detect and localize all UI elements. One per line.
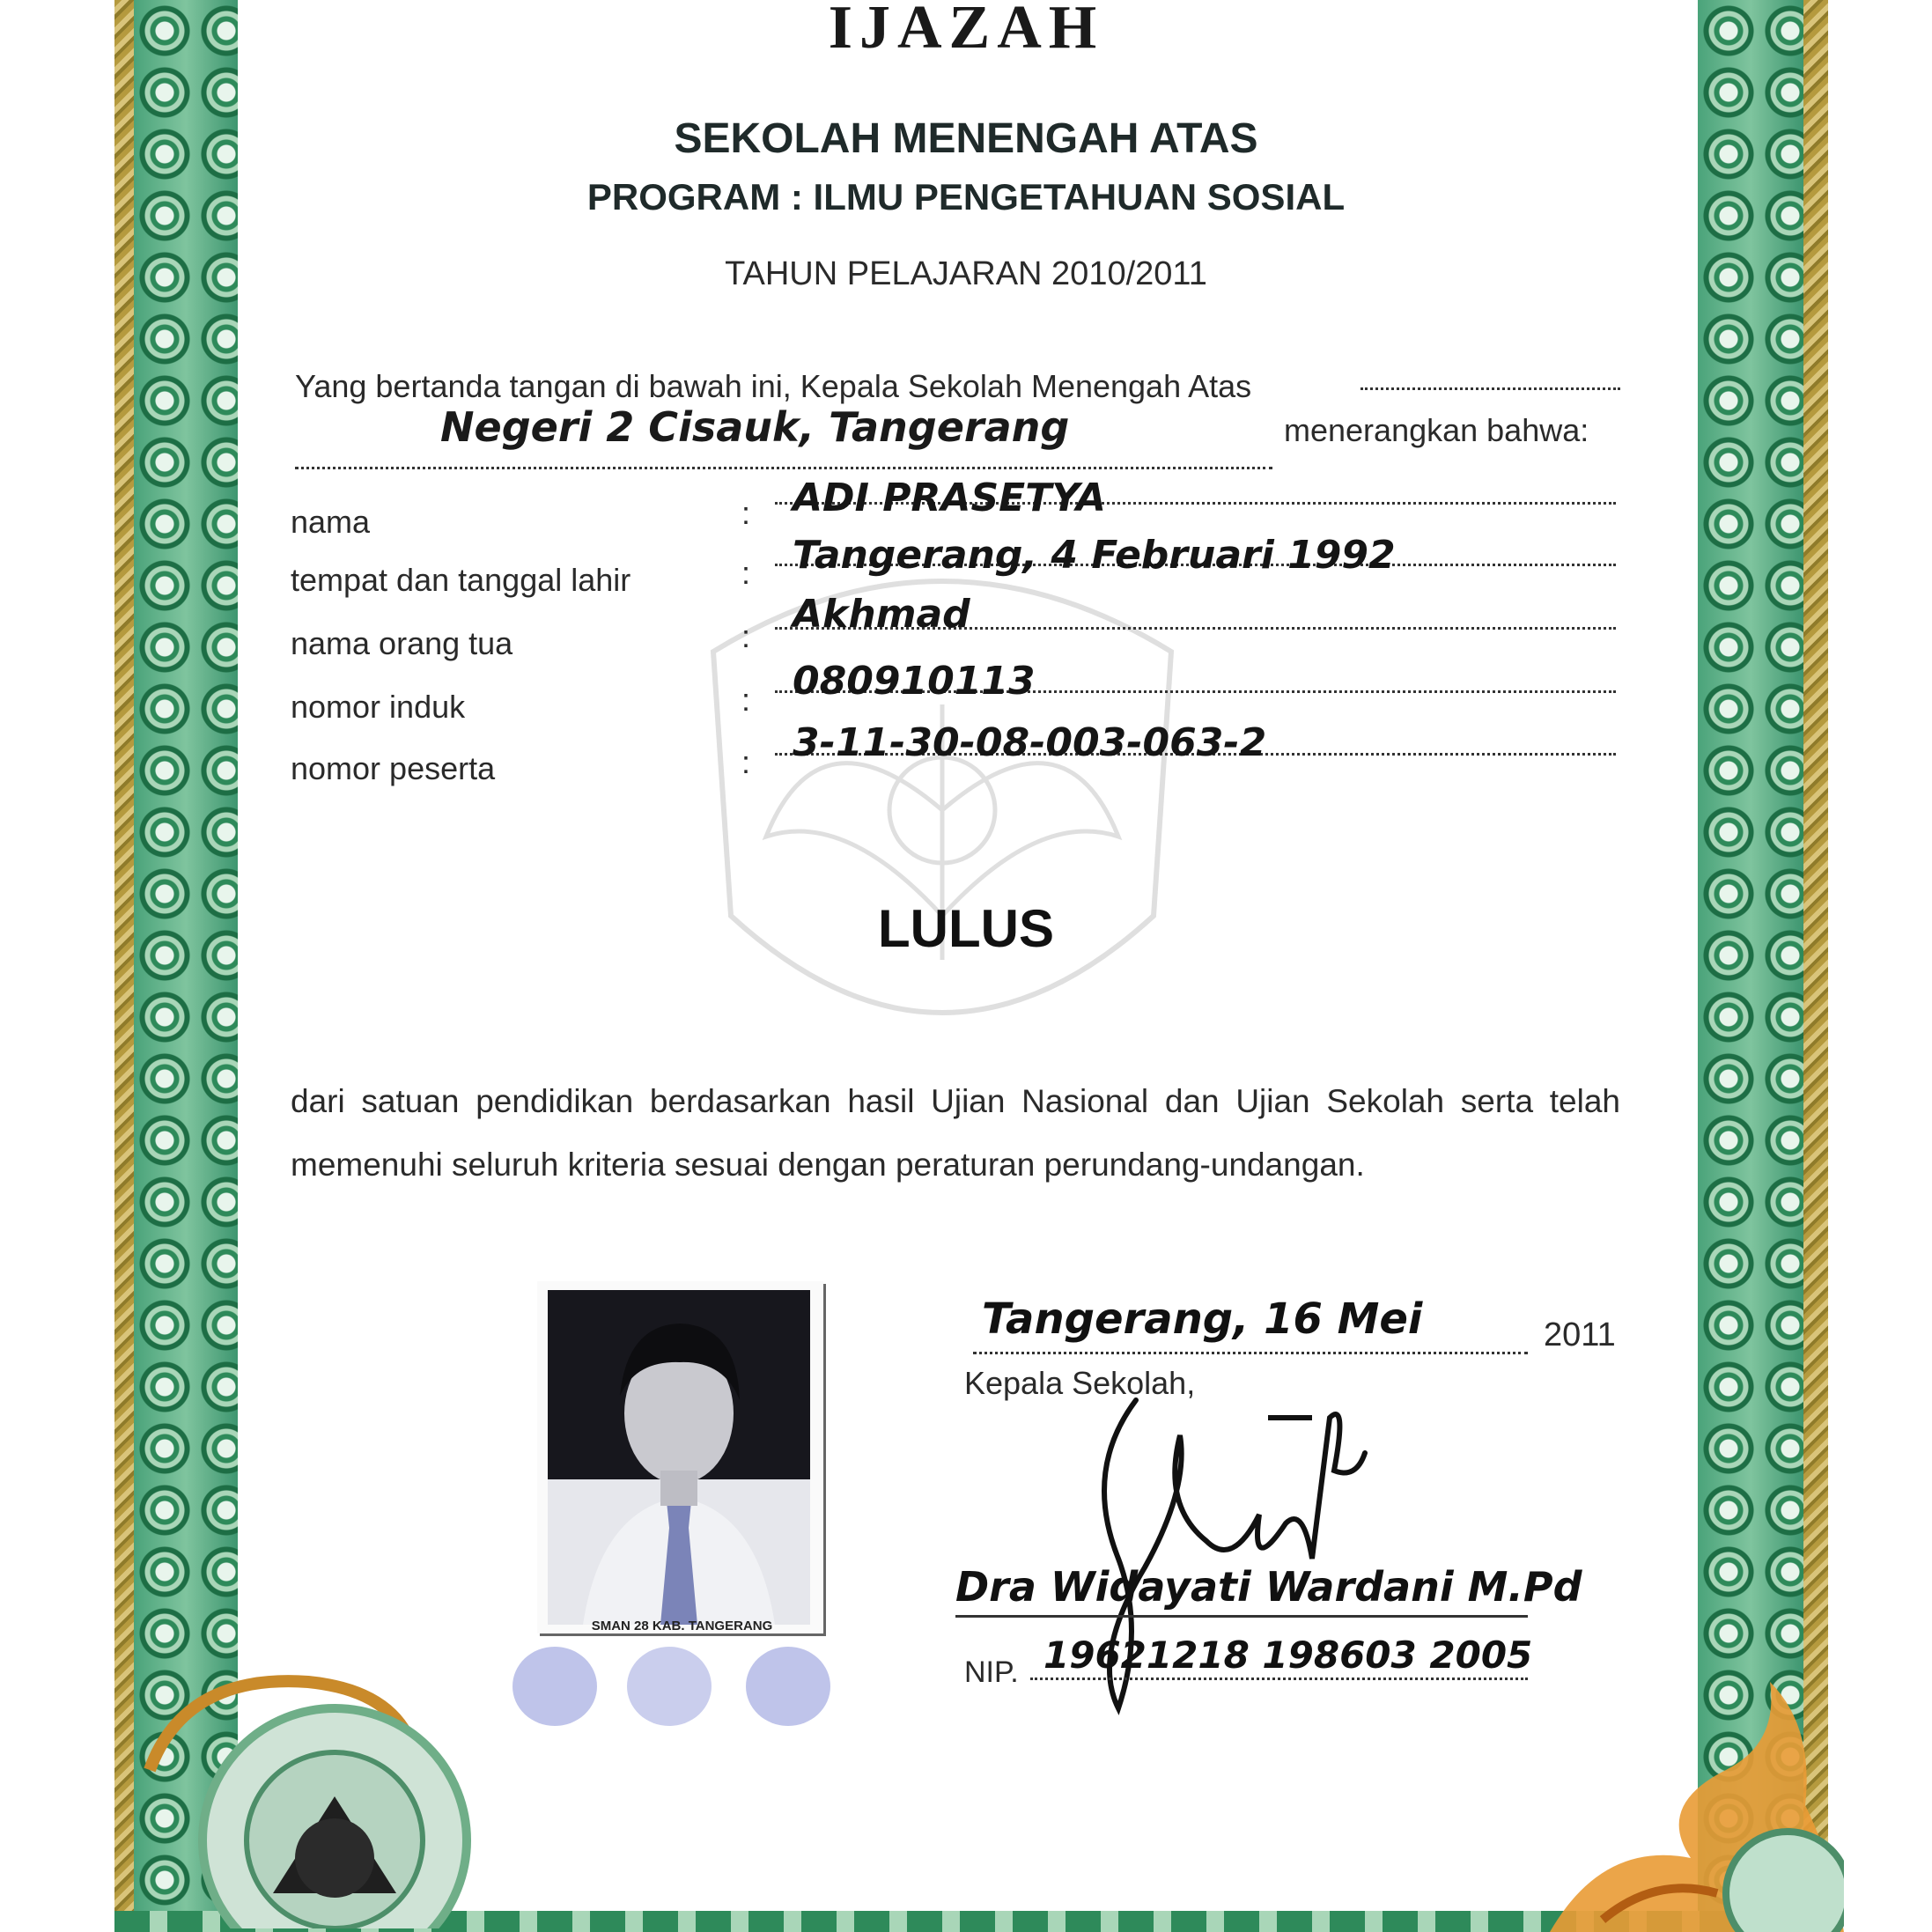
field-value-nama: ADI PRASETYA <box>793 476 1106 520</box>
field-label-birth: tempat dan tanggal lahir <box>291 562 631 598</box>
intro-dotted-line <box>1361 387 1620 390</box>
field-label-induk: nomor induk <box>291 689 466 725</box>
nip-dotted-line <box>1030 1678 1528 1680</box>
portrait-figure <box>548 1290 810 1625</box>
field-value-birth: Tangerang, 4 Februari 1992 <box>793 533 1396 578</box>
intro-text: Yang bertanda tangan di bawah ini, Kepala Sekolah Menengah Atas <box>295 368 1252 404</box>
student-photo <box>537 1281 823 1633</box>
place-date-dotted-line <box>973 1352 1528 1354</box>
headmaster-name-handwritten: Dra Widayati Wardani M.Pd <box>955 1563 1582 1611</box>
nip-handwritten: 19621218 198603 2005 <box>1043 1633 1533 1677</box>
field-colon: : <box>741 495 751 531</box>
fingerprint-marks <box>493 1638 863 1735</box>
school-level: SEKOLAH MENENGAH ATAS <box>674 115 1258 162</box>
nip-label: NIP. <box>964 1655 1019 1689</box>
place-date-handwritten: Tangerang, 16 Mei <box>982 1294 1423 1344</box>
field-colon: : <box>741 744 751 780</box>
field-value-parent: Akhmad <box>793 592 970 637</box>
signing-year: 2011 <box>1544 1316 1616 1353</box>
program-line: PROGRAM : ILMU PENGETAHUAN SOSIAL <box>586 176 1346 218</box>
statement-paragraph: dari satuan pendidikan berdasarkan hasil Ujian Nasional dan Ujian Sekolah serta telah memenuhi seluruh kriteria sesuai dengan peraturan perundang-undangan. <box>291 1083 1620 1183</box>
field-label-peserta: nomor peserta <box>291 750 496 786</box>
field-colon: : <box>741 555 751 591</box>
corner-ornament <box>1550 1629 1844 1932</box>
document-title: IJAZAH <box>828 0 1104 62</box>
field-value-peserta: 3-11-30-08-003-063-2 <box>793 720 1267 765</box>
headmaster-role: Kepala Sekolah, <box>964 1365 1196 1401</box>
field-colon: : <box>741 682 751 718</box>
photo-stamp-text: SMAN 28 KAB. TANGERANG <box>591 1619 773 1633</box>
seal-emblem <box>132 1664 484 1928</box>
intro-suffix: menerangkan bahwa: <box>1284 412 1589 448</box>
result-status: LULUS <box>878 899 1054 958</box>
school-year: TAHUN PELAJARAN 2010/2011 <box>725 255 1207 292</box>
field-label-nama: nama <box>291 504 371 540</box>
headmaster-name-underline <box>955 1615 1528 1618</box>
field-colon: : <box>741 618 751 654</box>
field-value-induk: 080910113 <box>793 659 1036 704</box>
school-name-handwritten: Negeri 2 Cisauk, Tangerang <box>440 403 1070 451</box>
field-label-parent: nama orang tua <box>291 625 513 661</box>
